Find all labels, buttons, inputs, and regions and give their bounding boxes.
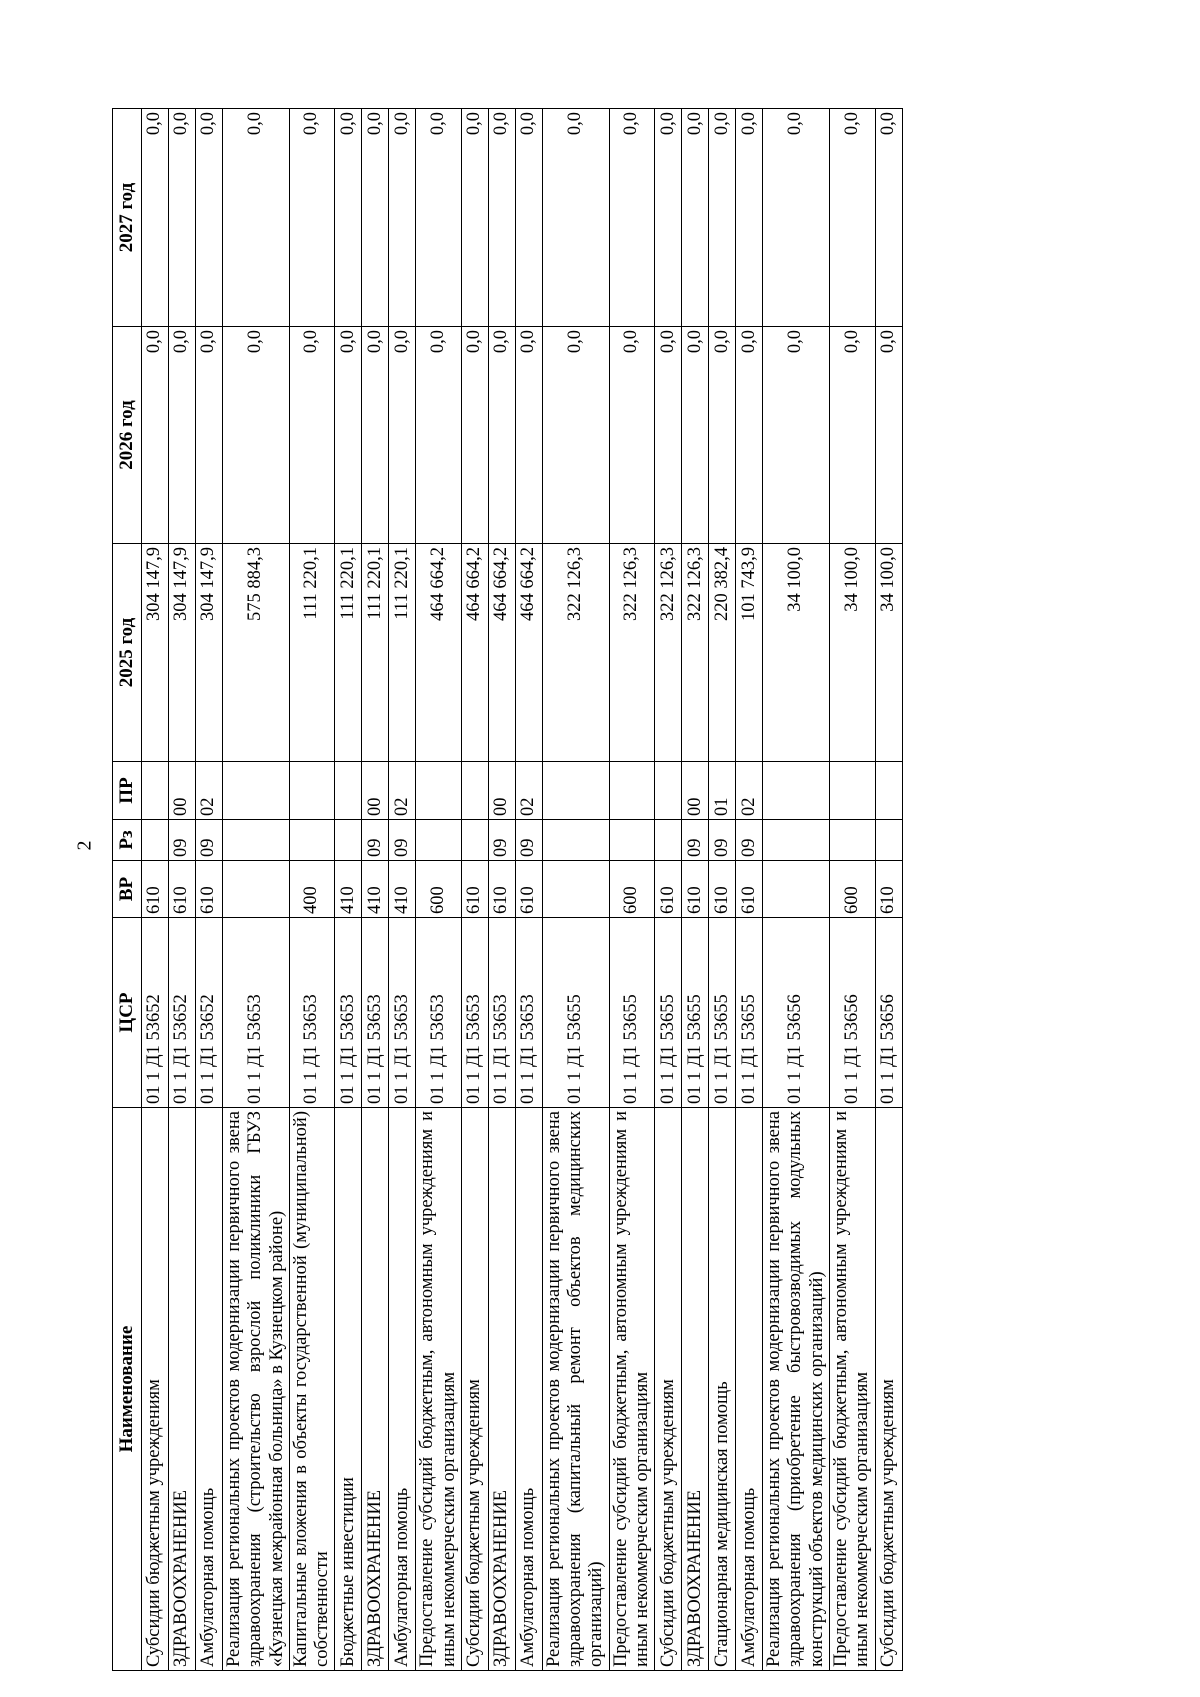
cell-pr: 00	[682, 762, 709, 820]
table-row	[461, 109, 488, 1671]
cell-csr: 01 1 Д1 53655	[542, 918, 609, 1108]
cell-2026: 0,0	[389, 327, 416, 544]
cell-vr: 610	[736, 861, 763, 918]
cell-2025: 101 743,9	[736, 544, 763, 762]
cell-rz	[875, 820, 902, 861]
cell-vr	[223, 861, 290, 918]
cell-name: ЗДРАВООХРАНЕНИЕ	[488, 1108, 515, 1671]
cell-pr	[289, 762, 335, 820]
cell-pr	[829, 762, 875, 820]
cell-2025: 464 664,2	[515, 544, 542, 762]
cell-2025: 111 220,1	[389, 544, 416, 762]
cell-name: Реализация региональных проектов модернизации первичного звена здравоохранения (приобретение быстровозводимых модульных конструкций объектов медицинских организаций)	[763, 1108, 830, 1671]
cell-2025: 34 100,0	[829, 544, 875, 762]
cell-vr: 610	[515, 861, 542, 918]
cell-2026: 0,0	[515, 327, 542, 544]
cell-2025: 304 147,9	[142, 544, 169, 762]
table-row	[709, 109, 736, 1671]
table-row	[488, 109, 515, 1671]
cell-csr: 01 1 Д1 53653	[289, 918, 335, 1108]
cell-name: Реализация региональных проектов модернизации первичного звена здравоохранения (капитальный ремонт объектов медицинских организаций)	[542, 1108, 609, 1671]
table-row	[515, 109, 542, 1671]
cell-rz: 09	[515, 820, 542, 861]
cell-name: Субсидии бюджетным учреждениям	[655, 1108, 682, 1671]
cell-name: Субсидии бюджетным учреждениям	[461, 1108, 488, 1671]
cell-2027: 0,0	[609, 109, 655, 327]
cell-pr: 00	[169, 762, 196, 820]
cell-2027: 0,0	[362, 109, 389, 327]
cell-2027: 0,0	[289, 109, 335, 327]
cell-name: Предоставление субсидий бюджетным, автономным учреждениям и иным некоммерческим организациям	[829, 1108, 875, 1671]
cell-csr: 01 1 Д1 53656	[829, 918, 875, 1108]
cell-2026: 0,0	[542, 327, 609, 544]
cell-csr: 01 1 Д1 53653	[362, 918, 389, 1108]
budget-table	[112, 108, 903, 1671]
table-row	[875, 109, 902, 1671]
cell-name: Стационарная медицинская помощь	[709, 1108, 736, 1671]
cell-csr: 01 1 Д1 53653	[515, 918, 542, 1108]
cell-csr: 01 1 Д1 53653	[488, 918, 515, 1108]
table-row	[655, 109, 682, 1671]
cell-name: ЗДРАВООХРАНЕНИЕ	[169, 1108, 196, 1671]
header-pr: ПР	[113, 762, 142, 820]
cell-vr: 410	[362, 861, 389, 918]
cell-2025: 322 126,3	[609, 544, 655, 762]
header-2025: 2025 год	[113, 544, 142, 762]
table-header-row	[113, 109, 142, 1671]
cell-2025: 322 126,3	[655, 544, 682, 762]
cell-2026: 0,0	[142, 327, 169, 544]
cell-csr: 01 1 Д1 53653	[223, 918, 290, 1108]
cell-pr: 02	[736, 762, 763, 820]
cell-2025: 304 147,9	[169, 544, 196, 762]
cell-2027: 0,0	[515, 109, 542, 327]
cell-vr: 410	[389, 861, 416, 918]
cell-name: Субсидии бюджетным учреждениям	[875, 1108, 902, 1671]
cell-rz	[609, 820, 655, 861]
table-row	[335, 109, 362, 1671]
cell-2025: 464 664,2	[488, 544, 515, 762]
cell-2027: 0,0	[169, 109, 196, 327]
cell-rz: 09	[488, 820, 515, 861]
cell-csr: 01 1 Д1 53653	[335, 918, 362, 1108]
cell-2026: 0,0	[362, 327, 389, 544]
cell-2026: 0,0	[655, 327, 682, 544]
cell-pr: 02	[389, 762, 416, 820]
cell-pr: 00	[488, 762, 515, 820]
cell-rz	[416, 820, 462, 861]
cell-name: Субсидии бюджетным учреждениям	[142, 1108, 169, 1671]
cell-vr: 600	[609, 861, 655, 918]
cell-csr: 01 1 Д1 53652	[169, 918, 196, 1108]
cell-pr	[416, 762, 462, 820]
cell-2025: 304 147,9	[196, 544, 223, 762]
cell-pr	[142, 762, 169, 820]
header-name: Наименование	[113, 1108, 142, 1671]
cell-2025: 220 382,4	[709, 544, 736, 762]
cell-name: Предоставление субсидий бюджетным, автономным учреждениям и иным некоммерческим организациям	[609, 1108, 655, 1671]
cell-pr: 01	[709, 762, 736, 820]
cell-pr: 02	[515, 762, 542, 820]
cell-2026: 0,0	[416, 327, 462, 544]
header-vr: ВР	[113, 861, 142, 918]
cell-rz: 09	[709, 820, 736, 861]
cell-2025: 111 220,1	[335, 544, 362, 762]
cell-2025: 111 220,1	[362, 544, 389, 762]
cell-2026: 0,0	[709, 327, 736, 544]
cell-vr: 610	[682, 861, 709, 918]
header-2027: 2027 год	[113, 109, 142, 327]
cell-pr	[223, 762, 290, 820]
table-row	[736, 109, 763, 1671]
cell-2027: 0,0	[416, 109, 462, 327]
cell-2025: 34 100,0	[763, 544, 830, 762]
table-row	[389, 109, 416, 1671]
cell-rz	[542, 820, 609, 861]
table-body	[142, 109, 903, 1671]
cell-rz: 09	[169, 820, 196, 861]
cell-name: ЗДРАВООХРАНЕНИЕ	[362, 1108, 389, 1671]
cell-vr: 610	[709, 861, 736, 918]
table-row	[169, 109, 196, 1671]
cell-pr	[875, 762, 902, 820]
cell-rz: 09	[196, 820, 223, 861]
cell-csr: 01 1 Д1 53655	[655, 918, 682, 1108]
cell-2025: 34 100,0	[875, 544, 902, 762]
table-row	[196, 109, 223, 1671]
header-rz: Рз	[113, 820, 142, 861]
cell-2025: 464 664,2	[416, 544, 462, 762]
rotated-table-container	[112, 109, 990, 1671]
cell-vr: 610	[169, 861, 196, 918]
cell-rz	[223, 820, 290, 861]
cell-2026: 0,0	[196, 327, 223, 544]
cell-pr	[655, 762, 682, 820]
cell-rz: 09	[362, 820, 389, 861]
cell-2026: 0,0	[736, 327, 763, 544]
cell-vr: 610	[655, 861, 682, 918]
cell-2026: 0,0	[335, 327, 362, 544]
table-row	[829, 109, 875, 1671]
cell-pr: 00	[362, 762, 389, 820]
cell-2027: 0,0	[682, 109, 709, 327]
cell-pr	[461, 762, 488, 820]
table-row	[223, 109, 290, 1671]
page-number: 2	[73, 840, 96, 851]
table-row	[763, 109, 830, 1671]
cell-name: Амбулаторная помощь	[736, 1108, 763, 1671]
cell-2027: 0,0	[709, 109, 736, 327]
cell-2026: 0,0	[169, 327, 196, 544]
cell-2026: 0,0	[682, 327, 709, 544]
cell-rz	[829, 820, 875, 861]
table-row	[362, 109, 389, 1671]
table-row	[542, 109, 609, 1671]
cell-2026: 0,0	[289, 327, 335, 544]
cell-csr: 01 1 Д1 53653	[461, 918, 488, 1108]
cell-2025: 464 664,2	[461, 544, 488, 762]
cell-2027: 0,0	[196, 109, 223, 327]
cell-csr: 01 1 Д1 53653	[389, 918, 416, 1108]
cell-2027: 0,0	[223, 109, 290, 327]
cell-2025: 322 126,3	[682, 544, 709, 762]
cell-csr: 01 1 Д1 53655	[736, 918, 763, 1108]
cell-2025: 111 220,1	[289, 544, 335, 762]
cell-csr: 01 1 Д1 53656	[763, 918, 830, 1108]
cell-vr: 610	[196, 861, 223, 918]
cell-vr: 610	[875, 861, 902, 918]
cell-2026: 0,0	[609, 327, 655, 544]
cell-pr	[609, 762, 655, 820]
header-2026: 2026 год	[113, 327, 142, 544]
cell-vr	[542, 861, 609, 918]
cell-2027: 0,0	[763, 109, 830, 327]
cell-csr: 01 1 Д1 53655	[609, 918, 655, 1108]
cell-name: Реализация региональных проектов модернизации первичного звена здравоохранения (строительство взрослой поликлиники ГБУЗ «Кузнецкая межрайонная больница» в Кузнецком районе)	[223, 1108, 290, 1671]
cell-2027: 0,0	[875, 109, 902, 327]
cell-2026: 0,0	[461, 327, 488, 544]
cell-2026: 0,0	[875, 327, 902, 544]
cell-name: Амбулаторная помощь	[515, 1108, 542, 1671]
cell-vr: 600	[416, 861, 462, 918]
cell-2027: 0,0	[736, 109, 763, 327]
cell-rz: 09	[389, 820, 416, 861]
cell-name: Бюджетные инвестиции	[335, 1108, 362, 1671]
cell-2027: 0,0	[542, 109, 609, 327]
cell-2026: 0,0	[488, 327, 515, 544]
cell-pr	[763, 762, 830, 820]
cell-rz	[655, 820, 682, 861]
cell-vr: 400	[289, 861, 335, 918]
cell-2027: 0,0	[655, 109, 682, 327]
cell-name: Амбулаторная помощь	[196, 1108, 223, 1671]
table-row	[289, 109, 335, 1671]
cell-rz	[763, 820, 830, 861]
cell-2025: 575 884,3	[223, 544, 290, 762]
cell-vr: 410	[335, 861, 362, 918]
cell-csr: 01 1 Д1 53655	[709, 918, 736, 1108]
cell-rz	[335, 820, 362, 861]
cell-vr	[763, 861, 830, 918]
cell-2027: 0,0	[829, 109, 875, 327]
cell-2026: 0,0	[829, 327, 875, 544]
cell-csr: 01 1 Д1 53652	[142, 918, 169, 1108]
cell-vr: 610	[142, 861, 169, 918]
table-row	[416, 109, 462, 1671]
cell-name: Предоставление субсидий бюджетным, автономным учреждениям и иным некоммерческим организациям	[416, 1108, 462, 1671]
cell-vr: 610	[461, 861, 488, 918]
cell-2027: 0,0	[488, 109, 515, 327]
cell-rz: 09	[682, 820, 709, 861]
cell-pr	[542, 762, 609, 820]
cell-2025: 322 126,3	[542, 544, 609, 762]
cell-name: Амбулаторная помощь	[389, 1108, 416, 1671]
cell-csr: 01 1 Д1 53653	[416, 918, 462, 1108]
table-row	[609, 109, 655, 1671]
table-row	[682, 109, 709, 1671]
header-csr: ЦСР	[113, 918, 142, 1108]
cell-csr: 01 1 Д1 53655	[682, 918, 709, 1108]
cell-pr: 02	[196, 762, 223, 820]
cell-csr: 01 1 Д1 53656	[875, 918, 902, 1108]
cell-csr: 01 1 Д1 53652	[196, 918, 223, 1108]
cell-2026: 0,0	[223, 327, 290, 544]
cell-rz	[461, 820, 488, 861]
cell-name: Капитальные вложения в объекты государственной (муниципальной) собственности	[289, 1108, 335, 1671]
cell-rz: 09	[736, 820, 763, 861]
cell-2027: 0,0	[389, 109, 416, 327]
cell-vr: 600	[829, 861, 875, 918]
cell-2027: 0,0	[142, 109, 169, 327]
cell-rz	[142, 820, 169, 861]
cell-name: ЗДРАВООХРАНЕНИЕ	[682, 1108, 709, 1671]
cell-2026: 0,0	[763, 327, 830, 544]
cell-pr	[335, 762, 362, 820]
cell-vr: 610	[488, 861, 515, 918]
cell-rz	[289, 820, 335, 861]
cell-2027: 0,0	[335, 109, 362, 327]
cell-2027: 0,0	[461, 109, 488, 327]
table-row	[142, 109, 169, 1671]
